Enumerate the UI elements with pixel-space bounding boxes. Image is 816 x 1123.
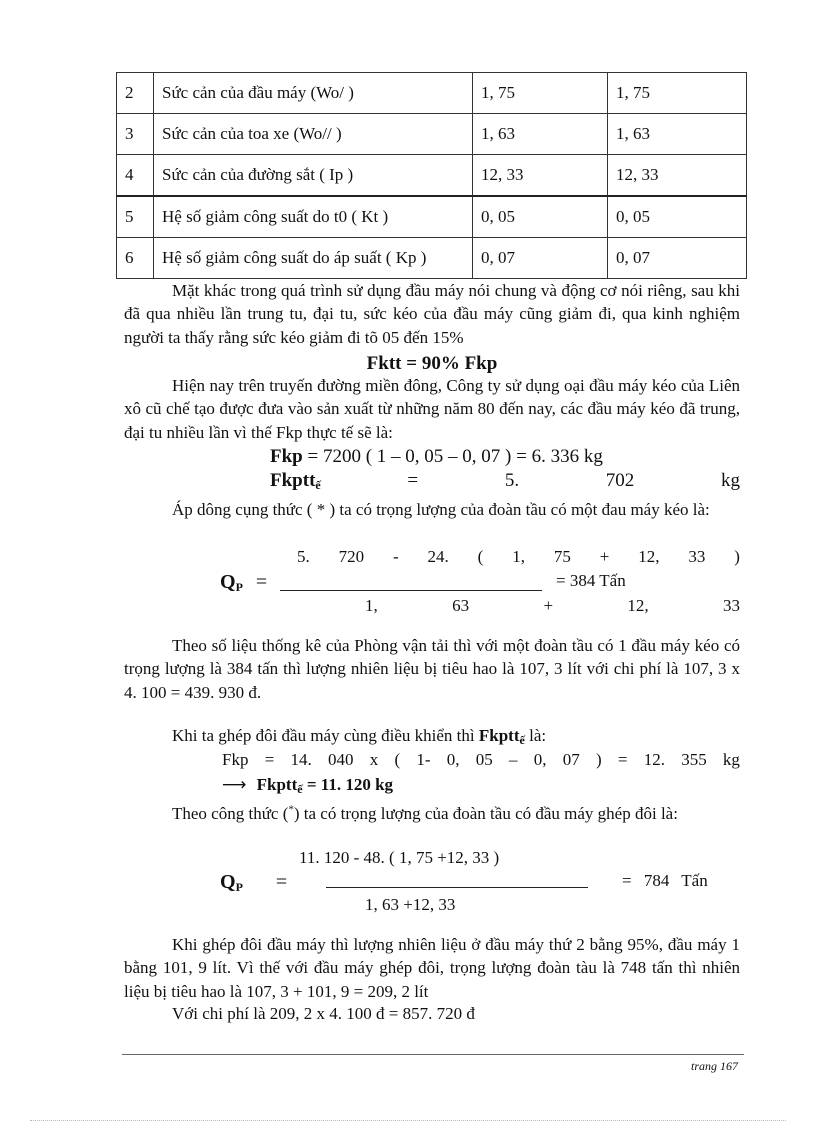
formula-fkptte: Fkptt$_ế$ = 5. 702 kg [270, 470, 740, 492]
table-cell-desc: Hệ số giảm công suất do áp suất ( Kp ) [154, 238, 473, 279]
parameter-table [116, 72, 747, 279]
fraction2-result: = 784 Tấn [622, 871, 708, 890]
table-cell-v1: 1, 75 [473, 73, 608, 114]
table-cell-n: 6 [117, 238, 154, 279]
table-cell-desc: Sức cản của đường sắt ( Ip ) [154, 155, 473, 197]
fraction1-numerator: 5. 720 - 24. ( 1, 75 + 12, 33 ) [297, 547, 740, 566]
table-cell-v2: 12, 33 [608, 155, 747, 197]
table-row [117, 238, 747, 279]
arrow-right-icon: ⟶ [222, 775, 247, 795]
formula-fktt: Fktt = 90% Fkp [366, 353, 498, 374]
fraction2-denominator: 1, 63 +12, 33 [365, 895, 456, 914]
table-cell-desc: Sức cản của toa xe (Wo// ) [154, 114, 473, 155]
footer-divider [122, 1054, 744, 1055]
table-cell-v1: 0, 07 [473, 238, 608, 279]
page-bottom-border [30, 1120, 786, 1121]
fraction1-lhs: $Q_P$ = [220, 571, 268, 594]
paragraph-hien-nay: Hiện nay trên truyến đường miền đông, Công ty sử dụng oại đầu máy kéo của Liên xô cũ chế tạo được đưa vào sản xuất từ những năm 80 đến nay, các đầu máy kéo đã trung, đại tu nhiều lần vì thế Fkp thực tế sẽ là: [124, 376, 740, 442]
table-cell-desc: Sức cản của đầu máy (Wo/ ) [154, 73, 473, 114]
table-row [117, 196, 747, 238]
table-cell-n: 5 [117, 196, 154, 238]
table-cell-desc: Hệ số giảm công suất do t0 ( Kt ) [154, 196, 473, 238]
fraction1-result: = 384 Tấn [556, 571, 626, 590]
fraction1-bar [280, 590, 542, 591]
paragraph-sau-khi-tu: Mặt khác trong quá trình sử dụng đầu máy nói chung và động cơ nói riêng, sau khi đã qua nhiều lần trung tu, đại tu, sức kéo của đầu máy cũng giảm đi, qua kinh nghiệm người ta thấy rằng sức kéo giảm đi tõ 05 đến 15% [124, 281, 740, 347]
table-cell-v2: 0, 05 [608, 196, 747, 238]
table-row [117, 73, 747, 114]
table-cell-v1: 0, 05 [473, 196, 608, 238]
formula-fktt-lhs: Fktt [366, 353, 402, 374]
table-cell-n: 4 [117, 155, 154, 197]
table-cell-v2: 1, 75 [608, 73, 747, 114]
formula-fkptte-ghep: ⟶ Fkptt$_ế$ = 11. 120 kg [222, 775, 394, 796]
table-cell-v2: 0, 07 [608, 238, 747, 279]
formula-fkp: Fkp = 7200 ( 1 – 0, 05 – 0, 07 ) = 6. 336 kg [270, 446, 603, 467]
table-row [117, 155, 747, 197]
formula-fktt-rhs: Fkp [464, 353, 498, 374]
formula-fkp-ghep: Fkp = 14. 040 x ( 1- 0, 05 – 0, 07 ) = 12. 355 kg [222, 750, 740, 769]
table-cell-v1: 1, 63 [473, 114, 608, 155]
fraction2-lhs: $Q_P$ = [220, 871, 288, 894]
table-cell-v2: 1, 63 [608, 114, 747, 155]
table-row [117, 114, 747, 155]
paragraph-voi-chi-phi: Với chi phí là 209, 2 x 4. 100 đ = 857. 720 đ [172, 1004, 475, 1023]
fraction2-bar [326, 887, 588, 888]
fraction1-denominator: 1, 63 + 12, 33 [365, 596, 740, 615]
paragraph-theo-cong-thuc: Theo công thức (*) ta có trọng lượng của đoàn tầu có đầu máy ghép đôi là: [172, 803, 678, 823]
fraction2-numerator: 11. 120 - 48. ( 1, 75 +12, 33 ) [299, 848, 500, 867]
table-cell-n: 3 [117, 114, 154, 155]
paragraph-khi-ghep: Khi ta ghép đôi đầu máy cùng điều khiển thì Fkptt$_ế$ là: [172, 726, 547, 747]
paragraph-ap-dung: Áp dông cụng thức ( * ) ta có trọng lượng của đoàn tầu có một đau máy kéo là: [172, 500, 710, 519]
table-cell-v1: 12, 33 [473, 155, 608, 197]
paragraph-khi-ghep-doi: Khi ghép đôi đầu máy thì lượng nhiên liệu ở đầu máy thứ 2 bằng 95%, đầu máy 1 bằng 101, 9 lít. Vì thế với đầu máy ghép đôi, trọng lượng đoàn tàu là 748 tấn thì nhiên liệu bị tiêu hao là 107, 3 + 101, 9 = 209, 2 lít [124, 935, 740, 1001]
paragraph-theo-so-lieu: Theo số liệu thống kê của Phòng vận tải thì với một đoàn tầu có 1 đầu máy kéo có trọng lượng là 384 tấn thì lượng nhiên liệu bị tiêu hao là 107, 3 lít với chi phí là 107, 3 x 4. 100 = 439. 930 đ. [124, 636, 740, 702]
page-number: trang 167 [690, 1059, 738, 1073]
table-cell-n: 2 [117, 73, 154, 114]
